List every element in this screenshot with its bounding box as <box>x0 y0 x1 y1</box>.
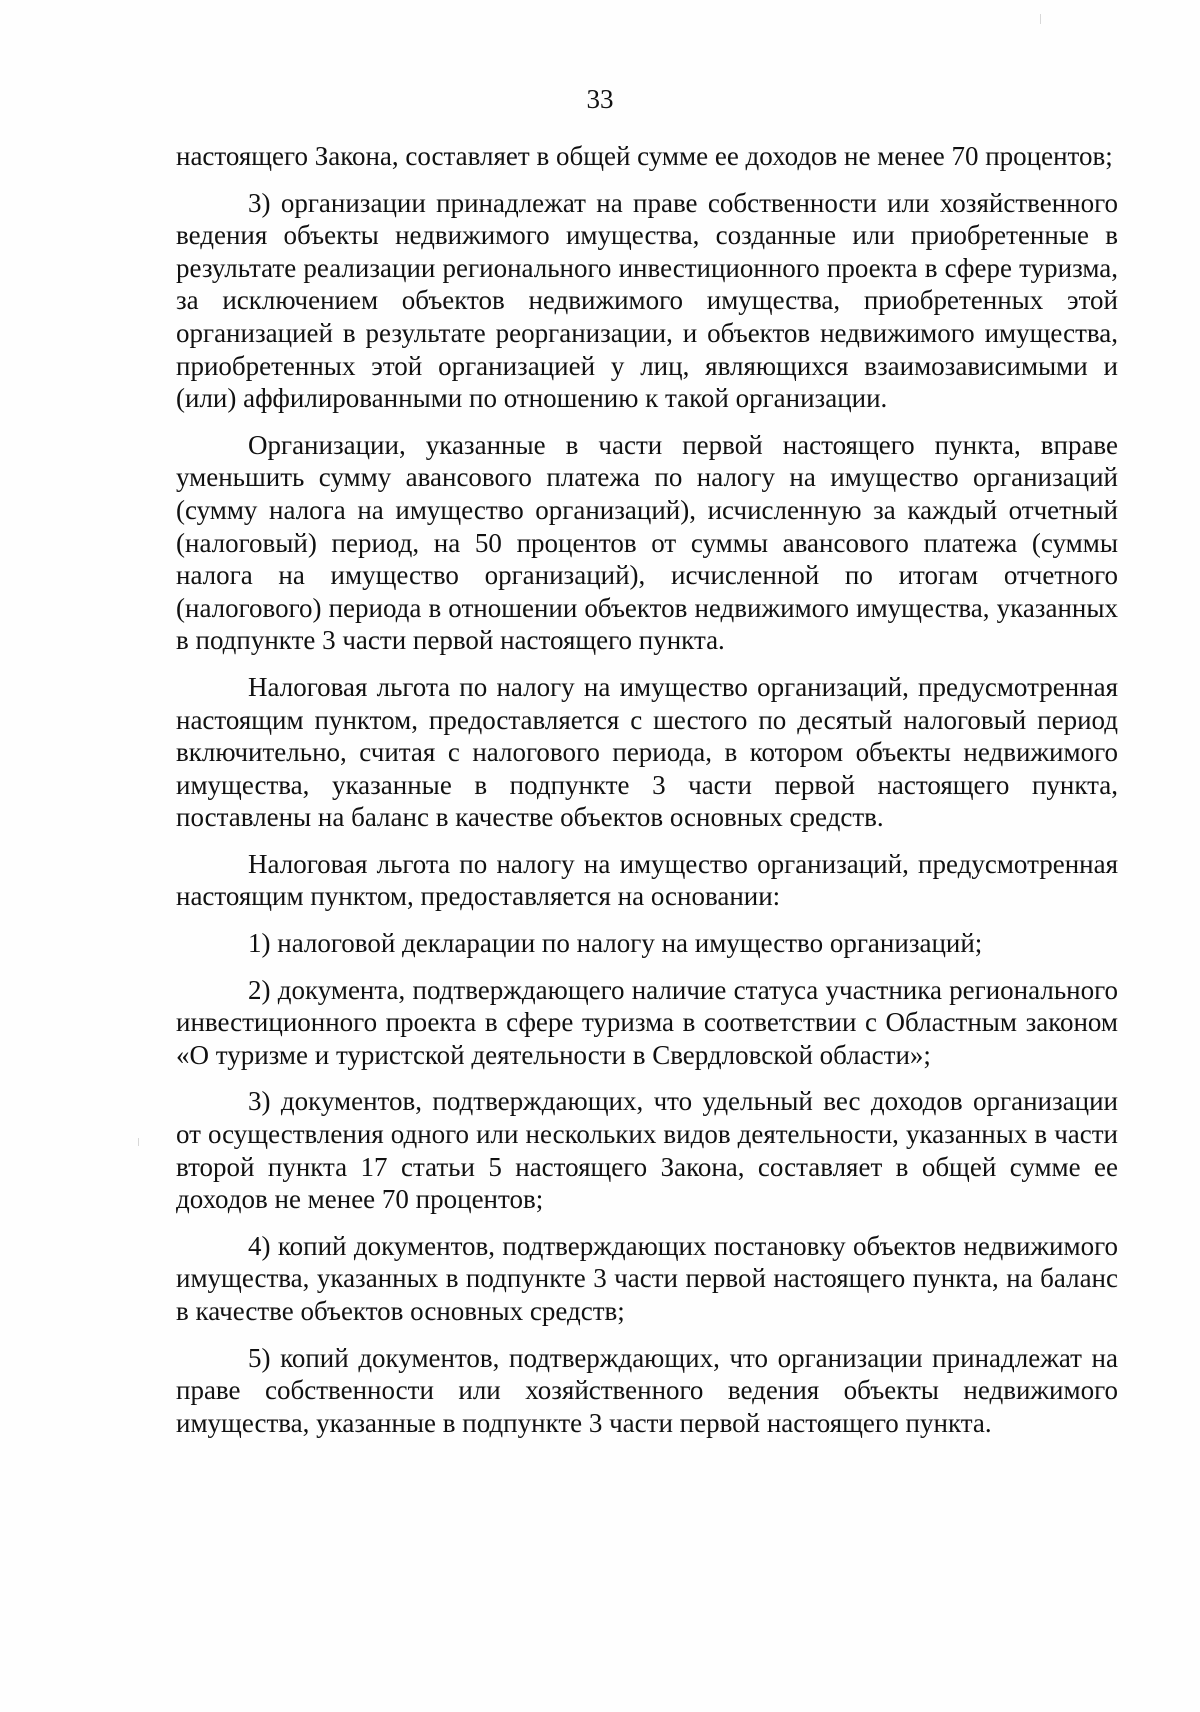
scan-artifact-line <box>1040 14 1041 24</box>
list-item-4: 4) копий документов, подтверждающих постановку объектов недвижимого имущества, указанных в подпункте 3 части первой настоящего пункта, на баланс в качестве объектов основных средств; <box>176 1230 1118 1326</box>
list-item-1: 1) налоговой декларации по налогу на имущество организаций; <box>248 928 983 959</box>
page-number: 33 <box>586 84 614 114</box>
paragraph-basis: Налоговая льгота по налогу на имущество организаций, предусмотренная настоящим пунктом, предоставляется на основании: <box>176 848 1118 912</box>
list-item-2: 2) документа, подтверждающего наличие статуса участника регионального инвестиционного проекта в сфере туризма в соответствии с Областным законом «О туризме и туристской деятельности в Свердловской области»; <box>176 974 1118 1070</box>
paragraph-reduction: Организации, указанные в части первой настоящего пункта, вправе уменьшить сумму авансового платежа по налогу на имущество организаций (сумму налога на имущество организаций), исчисленную за каждый отчетный (налоговый) период, на 50 процентов от суммы авансового платежа (суммы налога на имущество организаций), исчисленной по итогам отчетного (налогового) периода в отношении объектов недвижимого имущества, указанных в подпункте 3 части первой настоящего пункта. <box>176 429 1118 656</box>
paragraph-period: Налоговая льгота по налогу на имущество организаций, предусмотренная настоящим пунктом, предоставляется с шестого по десятый налоговый период включительно, считая с налогового периода, в котором объекты недвижимого имущества, указанные в подпункте 3 части первой настоящего пункта, поставлены на баланс в качестве объектов основных средств. <box>176 671 1118 833</box>
paragraph-continuation: настоящего Закона, составляет в общей сумме ее доходов не менее 70 процентов; <box>176 141 1113 171</box>
scan-artifact-line <box>138 1138 139 1146</box>
list-item-5: 5) копий документов, подтверждающих, что организации принадлежат на праве собственности или хозяйственного ведения объекты недвижимого имущества, указанные в подпункте 3 части первой настоящего пункта. <box>176 1342 1118 1438</box>
list-item-3: 3) документов, подтверждающих, что удельный вес доходов организации от осуществления одного или нескольких видов деятельности, указанных в части второй пункта 17 статьи 5 настоящего Закона, составляет в общей сумме ее доходов не менее 70 процентов; <box>176 1086 1118 1215</box>
document-body <box>176 140 1118 1453</box>
paragraph-item-3: 3) организации принадлежат на праве собственности или хозяйственного ведения объекты недвижимого имущества, созданные или приобретенные в результате реализации регионального инвестиционного проекта в сфере туризма, за исключением объектов недвижимого имущества, приобретенных этой организацией в результате реорганизации, и объектов недвижимого имущества, приобретенных этой организацией у лиц, являющихся взаимозависимыми и (или) аффилированными по отношению к такой организации. <box>176 187 1118 414</box>
